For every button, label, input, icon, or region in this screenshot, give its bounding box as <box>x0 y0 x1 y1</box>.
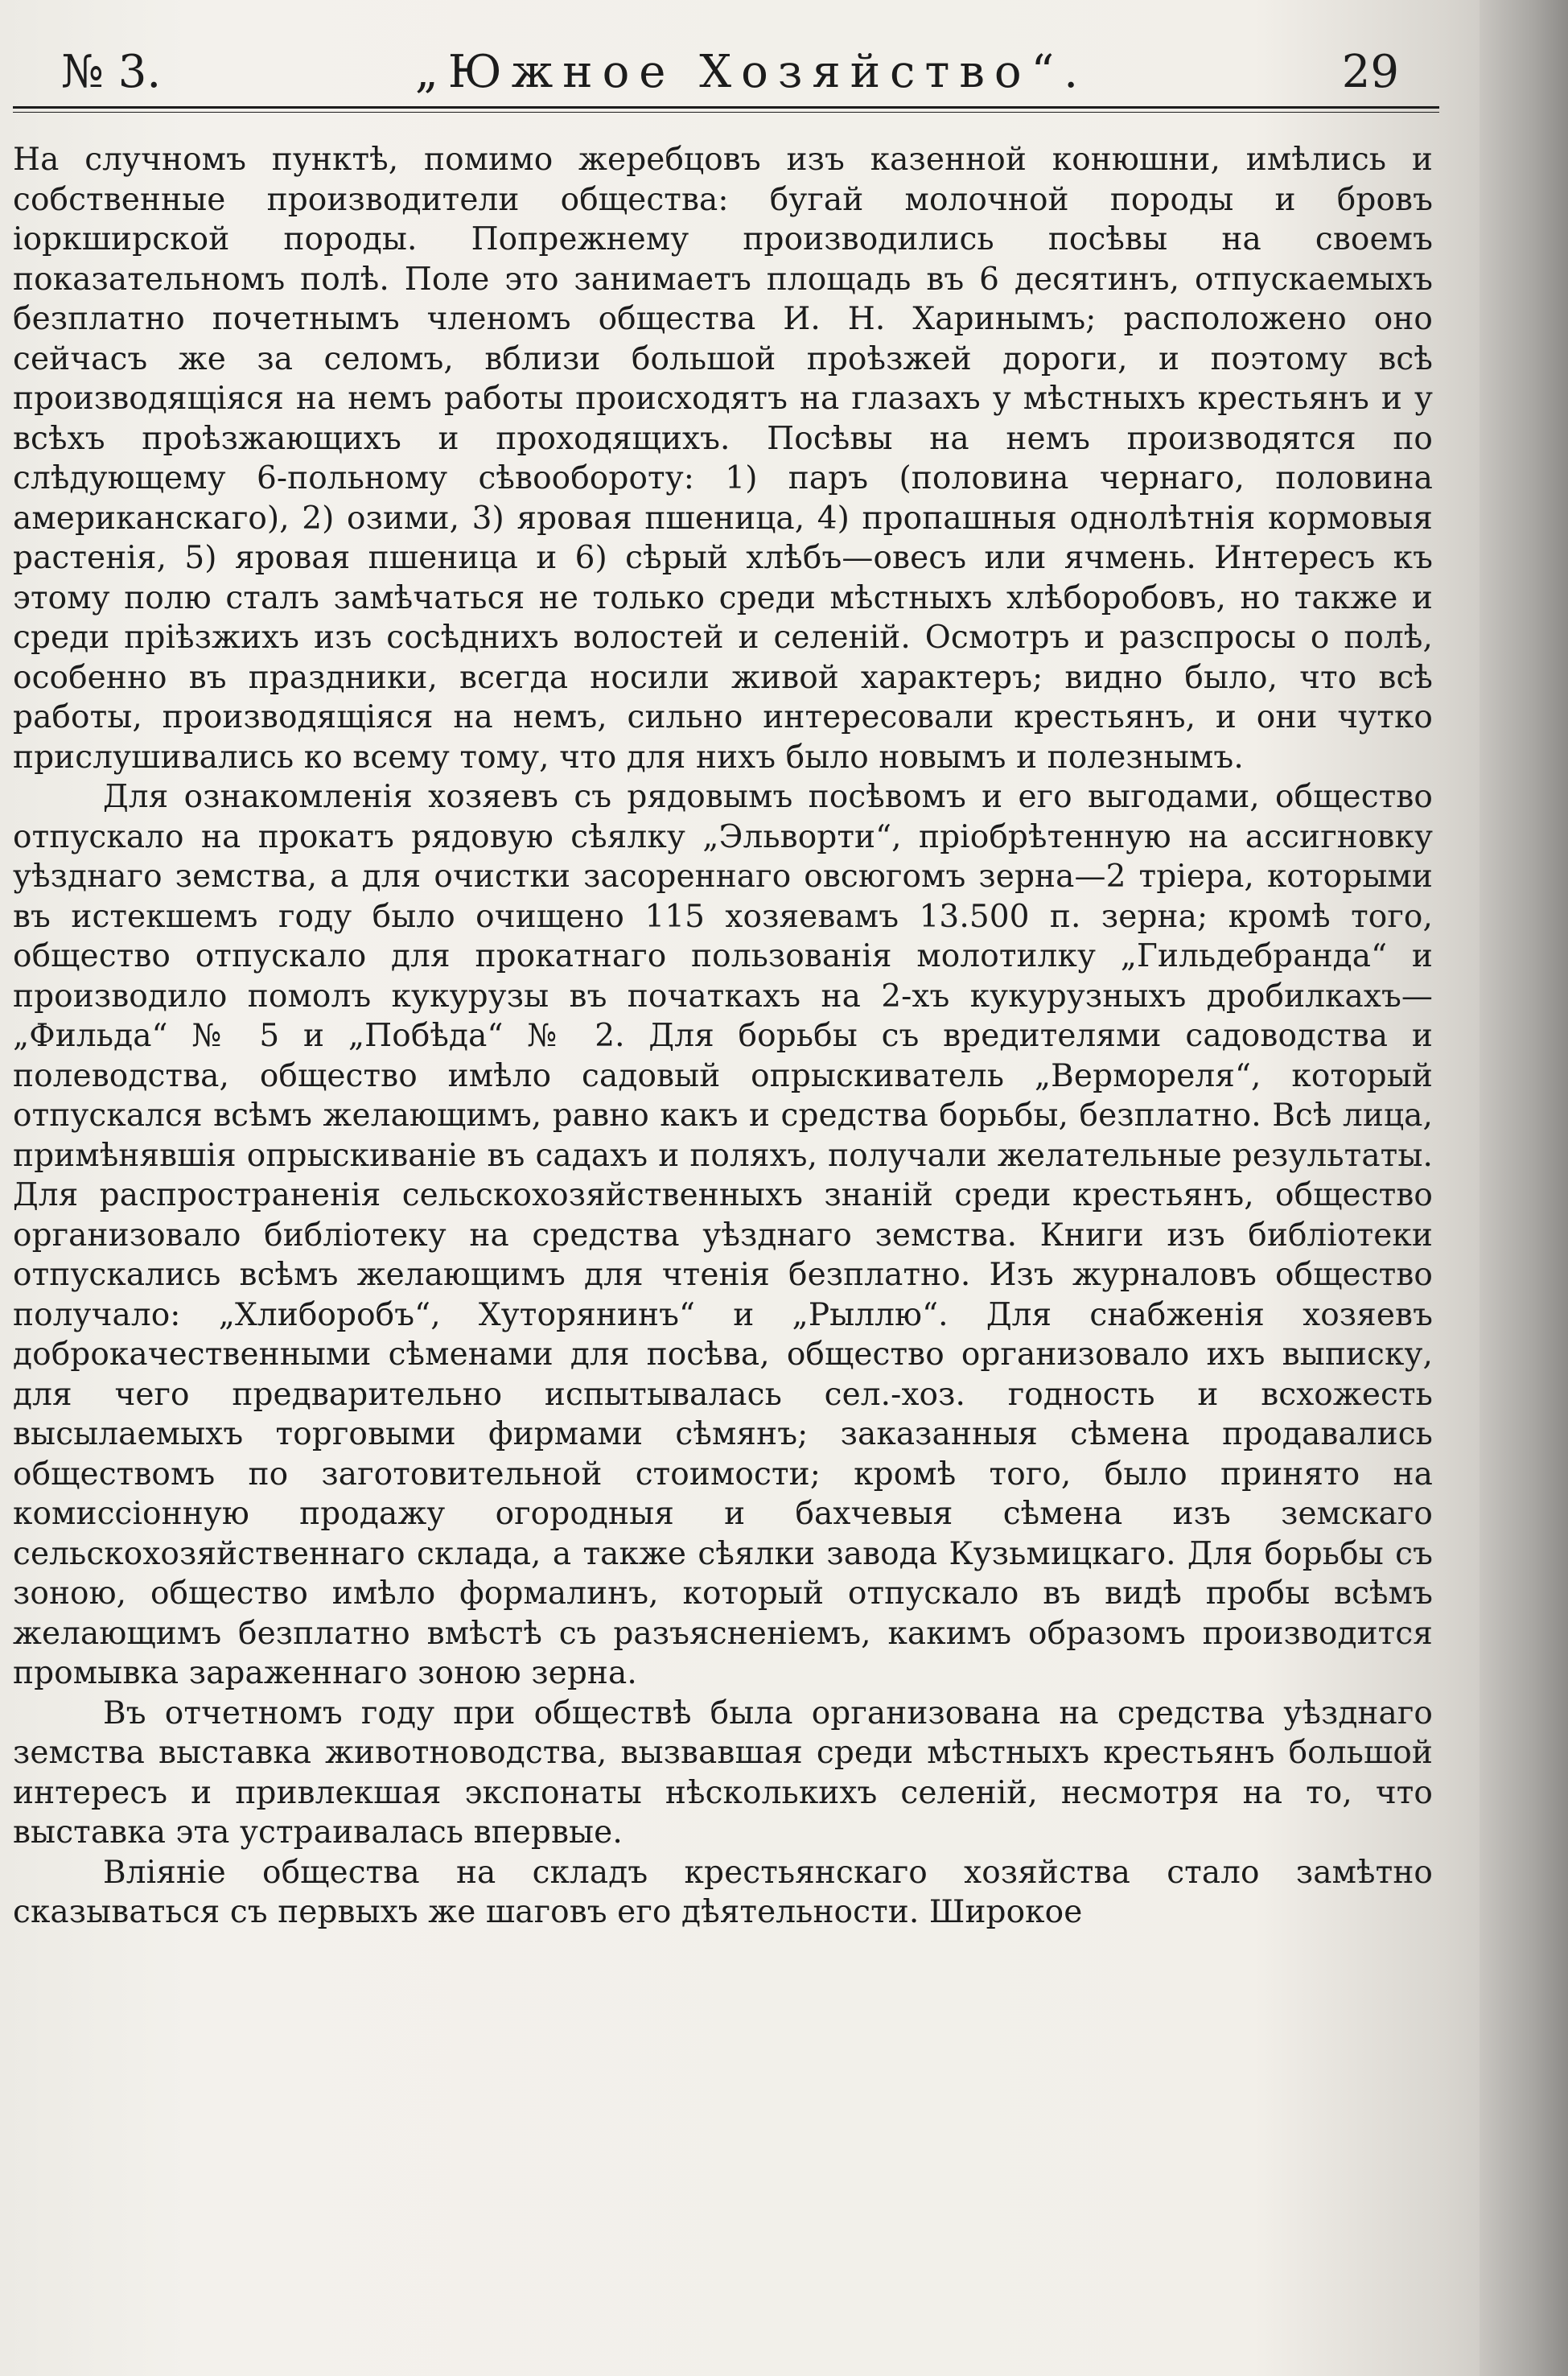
issue-number: № 3. <box>61 46 162 98</box>
journal-title: „Южное Хозяйство“. <box>414 46 1089 98</box>
running-header <box>13 45 1439 100</box>
article-body <box>13 140 1439 1933</box>
paragraph: На случномъ пунктѣ, помимо жеребцовъ изъ казенной конюшни, имѣлись и собственные производители общества: бугай молочной породы и бровъ іоркширской породы. Попрежнему производились посѣвы на своемъ показательномъ полѣ. Поле это занимаетъ площадь въ 6 десятинъ, отпускаемыхъ безплатно почетнымъ членомъ общества И. Н. Харинымъ; расположено оно сейчасъ же за селомъ, вблизи большой проѣзжей дороги, и поэтому всѣ производящіяся на немъ работы происходятъ на глазахъ у мѣстныхъ крестьянъ и у всѣхъ проѣзжающихъ и проходящихъ. Посѣвы на немъ производятся по слѣдующему 6-польному сѣвообороту: 1) паръ (половина чернаго, половина американскаго), 2) озими, 3) яровая пшеница, 4) пропашныя однолѣтнія кормовыя растенія, 5) яровая пшеница и 6) сѣрый хлѣбъ—овесъ или ячмень. Интересъ къ этому полю сталъ замѣчаться не только среди мѣстныхъ хлѣборобовъ, но также и среди пріѣзжихъ изъ сосѣднихъ волостей и селеній. Осмотръ и разспросы о полѣ, особенно въ праздники, всегда носили живой характеръ; видно было, что всѣ работы, производящіяся на немъ, сильно интересовали крестьянъ, и они чутко прислушивались ко всему тому, что для нихъ было новымъ и полезнымъ. <box>13 142 1433 776</box>
page-number: 29 <box>1341 46 1399 98</box>
paragraph: Въ отчетномъ году при обществѣ была организована на средства уѣзднаго земства выставка животноводства, вызвавшая среди мѣстныхъ крестьянъ большой интересъ и привлекшая экспонаты нѣсколькихъ селеній, несмотря на то, что выставка эта устраивалась впервые. <box>13 1694 1433 1851</box>
page-edge-shadow <box>1480 0 1568 2376</box>
paragraph: Для ознакомленія хозяевъ съ рядовымъ посѣвомъ и его выгодами, общество отпускало на прокатъ рядовую сѣялку „Эльворти“, пріобрѣтенную на ассигновку уѣзднаго земства, а для очистки засореннаго овсюгомъ зерна—2 тріера, которыми въ истекшемъ году было очищено 115 хозяевамъ 13.500 п. зерна; кромѣ того, общество отпускало для прокатнаго пользованія молотилку „Гильдебранда“ и производило помолъ кукурузы въ початкахъ на 2-хъ кукурузныхъ дробилкахъ—„Фильда“ № 5 и „Побѣда“ № 2. Для борьбы съ вредителями садоводства и полеводства, общество имѣло садовый опрыскиватель „Вермореля“, который отпускался всѣмъ желающимъ, равно какъ и средства борьбы, безплатно. Всѣ лица, примѣнявшія опрыскиваніе въ садахъ и поляхъ, получали желательные результаты. Для распространенія сельскохозяйственныхъ знаній среди крестьянъ, общество организовало библіотеку на средства уѣзднаго земства. Книги изъ библіотеки отпускались всѣмъ желающимъ для чтенія безплатно. Изъ журналовъ общество получало: „Хлиборобъ“, Хуторянинъ“ и „Рыллю“. Для снабженія хозяевъ доброкачественными сѣменами для посѣва, общество организовало ихъ выписку, для чего предварительно испытывалась сел.-хоз. годность и всхожесть высылаемыхъ торговыми фирмами сѣмянъ; заказанныя сѣмена продавались обществомъ по заготовительной стоимости; кромѣ того, было принято на комиссіонную продажу огородныя и бахчевыя сѣмена изъ земскаго сельскохозяйственнаго склада, а также сѣялки завода Кузьмицкаго. Для борьбы съ зоною, общество имѣло формалинъ, который отпускало въ видѣ пробы всѣмъ желающимъ безплатно вмѣстѣ съ разъясненіемъ, какимъ образомъ производится промывка зараженнаго зоною зерна. <box>13 779 1433 1691</box>
header-rule <box>13 106 1439 113</box>
paragraph: Вліяніе общества на складъ крестьянскаго хозяйства стало замѣтно сказываться съ первыхъ же шаговъ его дѣятельности. Широкое <box>13 1854 1433 1930</box>
